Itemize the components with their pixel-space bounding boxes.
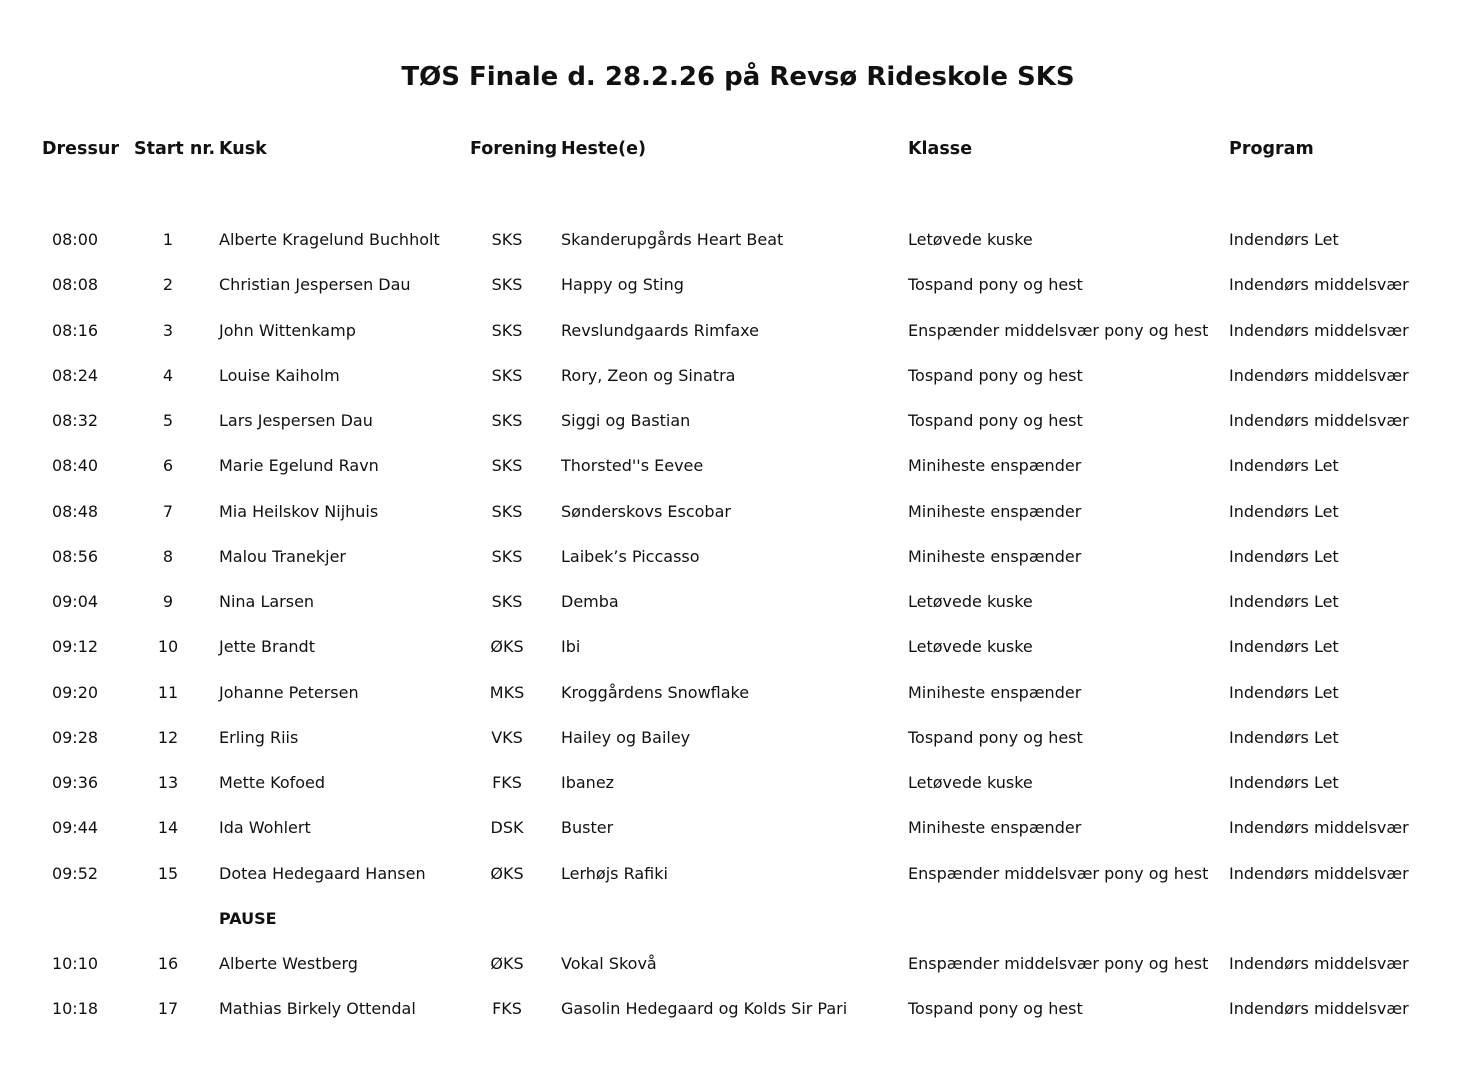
- cell-klasse: Tospand pony og hest: [908, 275, 1083, 295]
- cell-forening: DSK: [490, 818, 524, 838]
- cell-dressur: 08:08: [51, 275, 99, 295]
- cell-dressur: 08:48: [51, 501, 99, 521]
- cell-program: Indendørs Let: [1229, 592, 1339, 611]
- cell-klasse: Miniheste enspænder: [908, 456, 1082, 476]
- cell-program: Indendørs Let: [1229, 501, 1339, 521]
- cell-dressur: 09:28: [51, 727, 99, 747]
- cell-kusk: Mette Kofoed: [219, 773, 326, 792]
- header-forening: Forening: [470, 139, 558, 159]
- cell-start-nr: 2: [162, 275, 174, 295]
- cell-heste: Ibanez: [561, 773, 615, 792]
- cell-kusk: Erling Riis: [219, 727, 299, 747]
- header-klasse: Klasse: [908, 139, 973, 159]
- cell-program: Indendørs middelsvær: [1229, 818, 1409, 838]
- cell-heste: Lerhøjs Rafiki: [561, 863, 668, 883]
- cell-klasse: Miniheste enspænder: [908, 682, 1082, 702]
- cell-program: Indendørs Let: [1229, 682, 1339, 702]
- cell-forening: SKS: [491, 320, 523, 340]
- cell-forening: SKS: [491, 275, 523, 295]
- cell-forening: SKS: [491, 546, 523, 566]
- cell-kusk: Dotea Hedegaard Hansen: [219, 863, 426, 883]
- pause-row: [0, 904, 1476, 934]
- cell-start-nr: 8: [162, 546, 174, 566]
- table-header: [0, 134, 1476, 164]
- table-row: [0, 632, 1476, 662]
- cell-program: Indendørs middelsvær: [1229, 999, 1409, 1019]
- header-program: Program: [1229, 139, 1314, 159]
- cell-klasse: Letøvede kuske: [908, 592, 1033, 611]
- header-kusk: Kusk: [219, 139, 267, 159]
- cell-forening: SKS: [491, 365, 523, 385]
- cell-kusk: Nina Larsen: [219, 592, 315, 611]
- cell-heste: Vokal Skovå: [561, 954, 657, 973]
- table-row: [0, 994, 1476, 1024]
- cell-start-nr: 15: [157, 863, 179, 883]
- cell-program: Indendørs Let: [1229, 230, 1339, 249]
- cell-klasse: Letøvede kuske: [908, 637, 1033, 657]
- cell-start-nr: 14: [157, 818, 179, 838]
- cell-dressur: 08:24: [51, 365, 99, 385]
- cell-start-nr: 9: [162, 592, 174, 611]
- cell-klasse: Miniheste enspænder: [908, 546, 1082, 566]
- table-row: [0, 949, 1476, 979]
- table-row: [0, 225, 1476, 255]
- cell-program: Indendørs Let: [1229, 546, 1339, 566]
- cell-klasse: Tospand pony og hest: [908, 727, 1083, 747]
- cell-dressur: 09:12: [51, 637, 99, 657]
- cell-heste: Demba: [561, 592, 619, 611]
- cell-forening: SKS: [491, 411, 523, 430]
- cell-kusk: John Wittenkamp: [219, 320, 356, 340]
- cell-dressur: 08:40: [51, 456, 99, 476]
- pause-label: PAUSE: [219, 908, 277, 928]
- cell-dressur: 10:10: [51, 954, 99, 973]
- cell-heste: Sønderskovs Escobar: [561, 501, 731, 521]
- cell-forening: ØKS: [490, 863, 524, 883]
- cell-dressur: 08:16: [51, 320, 99, 340]
- cell-forening: FKS: [492, 999, 522, 1019]
- cell-kusk: Mathias Birkely Ottendal: [219, 999, 416, 1019]
- cell-klasse: Tospand pony og hest: [908, 411, 1083, 430]
- cell-program: Indendørs Let: [1229, 637, 1339, 657]
- cell-forening: ØKS: [490, 637, 524, 657]
- cell-forening: SKS: [491, 501, 523, 521]
- cell-start-nr: 1: [162, 230, 174, 249]
- cell-forening: FKS: [492, 773, 522, 792]
- cell-kusk: Jette Brandt: [219, 637, 315, 657]
- cell-klasse: Enspænder middelsvær pony og hest: [908, 320, 1209, 340]
- cell-start-nr: 10: [157, 637, 179, 657]
- cell-kusk: Ida Wohlert: [219, 818, 311, 838]
- table-row: [0, 813, 1476, 843]
- cell-heste: Happy og Sting: [561, 275, 684, 295]
- cell-start-nr: 12: [157, 727, 179, 747]
- header-heste: Heste(e): [561, 139, 647, 159]
- cell-program: Indendørs middelsvær: [1229, 863, 1409, 883]
- cell-dressur: 09:20: [51, 682, 99, 702]
- table-row: [0, 768, 1476, 798]
- cell-program: Indendørs middelsvær: [1229, 365, 1409, 385]
- cell-kusk: Johanne Petersen: [219, 682, 359, 702]
- cell-dressur: 08:32: [51, 411, 99, 430]
- table-row: [0, 678, 1476, 708]
- cell-heste: Ibi: [561, 637, 581, 657]
- cell-klasse: Tospand pony og hest: [908, 365, 1083, 385]
- cell-kusk: Mia Heilskov Nijhuis: [219, 501, 379, 521]
- cell-start-nr: 7: [162, 501, 174, 521]
- cell-kusk: Lars Jespersen Dau: [219, 411, 373, 430]
- table-row: [0, 587, 1476, 617]
- table-row: [0, 361, 1476, 391]
- cell-program: Indendørs middelsvær: [1229, 954, 1409, 973]
- cell-program: Indendørs Let: [1229, 456, 1339, 476]
- cell-heste: Thorsted''s Eevee: [561, 456, 704, 476]
- cell-forening: VKS: [491, 727, 523, 747]
- cell-klasse: Tospand pony og hest: [908, 999, 1083, 1019]
- cell-forening: MKS: [489, 682, 525, 702]
- cell-kusk: Christian Jespersen Dau: [219, 275, 411, 295]
- cell-kusk: Alberte Westberg: [219, 954, 358, 973]
- cell-heste: Siggi og Bastian: [561, 411, 691, 430]
- cell-klasse: Enspænder middelsvær pony og hest: [908, 954, 1209, 973]
- cell-forening: SKS: [491, 456, 523, 476]
- cell-heste: Buster: [561, 818, 614, 838]
- cell-heste: Skanderupgårds Heart Beat: [561, 230, 784, 249]
- table-row: [0, 542, 1476, 572]
- cell-dressur: 09:52: [51, 863, 99, 883]
- cell-klasse: Enspænder middelsvær pony og hest: [908, 863, 1209, 883]
- cell-heste: Laibek’s Piccasso: [561, 546, 700, 566]
- cell-start-nr: 17: [157, 999, 179, 1019]
- cell-heste: Rory, Zeon og Sinatra: [561, 365, 736, 385]
- table-row: [0, 451, 1476, 481]
- cell-heste: Gasolin Hedegaard og Kolds Sir Pari: [561, 999, 848, 1019]
- cell-dressur: 09:44: [51, 818, 99, 838]
- cell-start-nr: 5: [162, 411, 174, 430]
- cell-kusk: Malou Tranekjer: [219, 546, 346, 566]
- cell-program: Indendørs middelsvær: [1229, 411, 1409, 430]
- cell-start-nr: 4: [162, 365, 174, 385]
- cell-dressur: 10:18: [51, 999, 99, 1019]
- cell-dressur: 09:04: [51, 592, 99, 611]
- header-start-nr: Start nr.: [134, 139, 216, 159]
- cell-start-nr: 13: [157, 773, 179, 792]
- cell-start-nr: 11: [157, 682, 179, 702]
- table-row: [0, 859, 1476, 889]
- page-title: TØS Finale d. 28.2.26 på Revsø Rideskole SKS: [401, 62, 1075, 92]
- cell-klasse: Miniheste enspænder: [908, 501, 1082, 521]
- cell-dressur: 08:00: [51, 230, 99, 249]
- cell-program: Indendørs middelsvær: [1229, 275, 1409, 295]
- cell-start-nr: 16: [157, 954, 179, 973]
- cell-program: Indendørs Let: [1229, 773, 1339, 792]
- table-row: [0, 316, 1476, 346]
- header-dressur: Dressur: [42, 139, 119, 159]
- table-row: [0, 270, 1476, 300]
- cell-heste: Hailey og Bailey: [561, 727, 691, 747]
- cell-start-nr: 3: [162, 320, 174, 340]
- cell-heste: Revslundgaards Rimfaxe: [561, 320, 759, 340]
- cell-dressur: 09:36: [51, 773, 99, 792]
- cell-forening: SKS: [491, 592, 523, 611]
- table-row: [0, 406, 1476, 436]
- cell-kusk: Marie Egelund Ravn: [219, 456, 379, 476]
- table-row: [0, 497, 1476, 527]
- cell-klasse: Letøvede kuske: [908, 230, 1033, 249]
- table-row: [0, 723, 1476, 753]
- cell-klasse: Miniheste enspænder: [908, 818, 1082, 838]
- cell-program: Indendørs Let: [1229, 727, 1339, 747]
- cell-heste: Kroggårdens Snowflake: [561, 682, 750, 702]
- cell-dressur: 08:56: [51, 546, 99, 566]
- cell-kusk: Alberte Kragelund Buchholt: [219, 230, 440, 249]
- cell-klasse: Letøvede kuske: [908, 773, 1033, 792]
- cell-forening: SKS: [491, 230, 523, 249]
- cell-kusk: Louise Kaiholm: [219, 365, 340, 385]
- cell-program: Indendørs middelsvær: [1229, 320, 1409, 340]
- cell-start-nr: 6: [162, 456, 174, 476]
- cell-forening: ØKS: [490, 954, 524, 973]
